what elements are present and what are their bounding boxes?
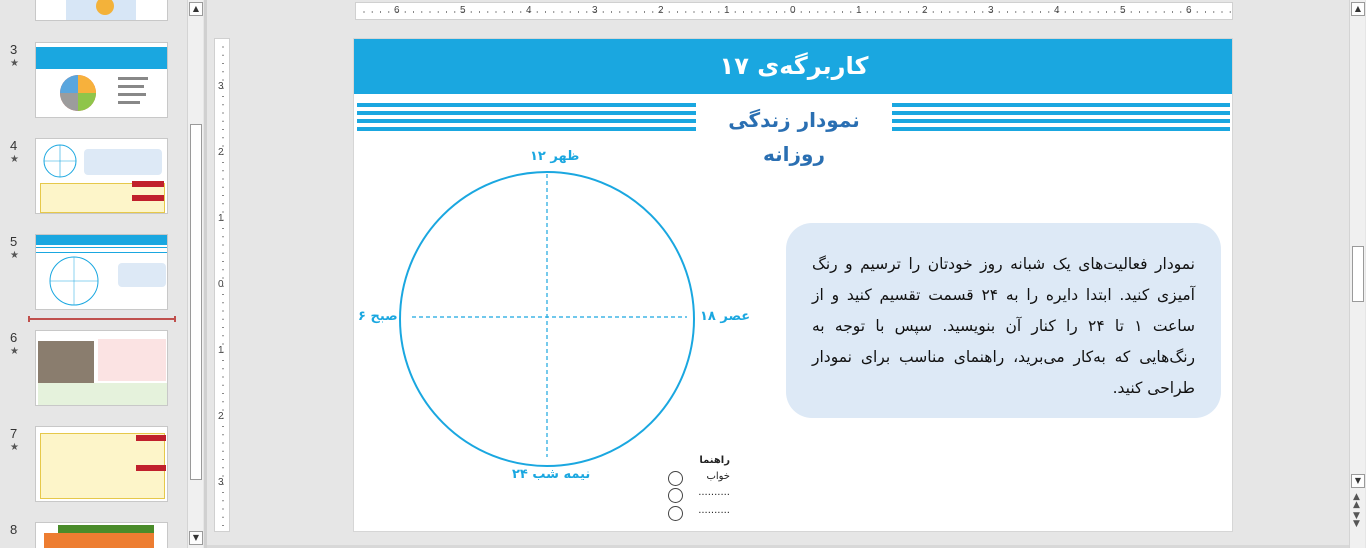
thumbnail-number: 5 [10, 234, 18, 249]
animation-star-icon: ★ [10, 58, 19, 69]
ruler-label: 6 [1186, 5, 1192, 16]
thumbnail-preview [35, 42, 168, 118]
thumbnail-preview [35, 0, 168, 21]
label-midnight[interactable]: ۲۴ نیمه شب [512, 467, 591, 482]
legend-item-blank: .......... [698, 487, 730, 498]
legend-item-blank: .......... [698, 505, 730, 516]
scroll-up-arrow-icon[interactable]: ▲ [189, 2, 203, 16]
label-6pm[interactable]: ۱۸ عصر [700, 309, 751, 324]
legend-title: راهنما [699, 455, 730, 466]
vertical-ruler[interactable] [214, 38, 230, 532]
thumbnail-preview [35, 330, 168, 406]
ruler-label: 3 [218, 81, 224, 92]
ruler-label: 2 [922, 5, 928, 16]
animation-star-icon: ★ [10, 154, 19, 165]
editor-scrollbar[interactable] [1349, 0, 1365, 548]
slide-thumbnail-pane [0, 0, 186, 548]
ruler-label: 3 [988, 5, 994, 16]
thumbnail-number: 6 [10, 330, 18, 345]
ruler-label: 4 [1054, 5, 1060, 16]
ruler-label: 5 [460, 5, 466, 16]
thumbnail-number: 3 [10, 42, 18, 57]
slide-subtitle[interactable]: نمودار زندگی روزانه [728, 108, 860, 166]
legend-box[interactable] [660, 455, 730, 525]
ruler-label: 4 [526, 5, 532, 16]
thumbnail-number: 8 [10, 522, 18, 537]
thumbnail-number: 4 [10, 138, 18, 153]
legend-item-sleep: خواب [706, 471, 730, 482]
instruction-text: نمودار فعالیت‌های یک شبانه روز خودتان را ترسیم و رنگ آمیزی کنید. ابتدا دایره را به ۲۴ قسمت تقسیم کنید و از ساعت ۱ تا ۲۴ را کنار آن بنویسید. سپس با توجه به رنگ‌هایی که به‌کار می‌برید، راهنمای مناسب برای نمودار طراحی کنید. [812, 255, 1196, 397]
ruler-label: 2 [218, 147, 224, 158]
scroll-up-arrow-icon[interactable]: ▲ [1351, 2, 1365, 16]
insertion-marker [28, 318, 176, 320]
pane-splitter[interactable] [204, 0, 207, 548]
previous-slide-icon[interactable]: ▲ ▲ [1353, 492, 1360, 510]
label-noon[interactable]: ۱۲ ظهر [530, 149, 580, 164]
animation-star-icon: ★ [10, 442, 19, 453]
thumbnail-preview [35, 426, 168, 502]
animation-star-icon: ★ [10, 346, 19, 357]
ruler-label: 1 [218, 213, 224, 224]
legend-circle [668, 506, 683, 521]
slide-title[interactable]: کاربرگه‌ی ۱۷ [354, 39, 1233, 94]
scroll-thumb[interactable] [1352, 246, 1364, 302]
ruler-label: 1 [218, 345, 224, 356]
ruler-label: 1 [724, 5, 730, 16]
thumbnail-preview [35, 522, 168, 548]
thumbnail-scrollbar[interactable] [187, 0, 203, 548]
scroll-down-arrow-icon[interactable]: ▼ [189, 531, 203, 545]
ruler-label: 1 [856, 5, 862, 16]
horizontal-ruler[interactable] [355, 2, 1233, 20]
legend-circle [668, 488, 683, 503]
ruler-label: 0 [790, 5, 796, 16]
ruler-label: 3 [218, 477, 224, 488]
instruction-text-box[interactable] [786, 223, 1221, 418]
animation-star-icon: ★ [10, 250, 19, 261]
slide-canvas[interactable] [353, 38, 1233, 532]
legend-circle [668, 471, 683, 486]
scroll-down-arrow-icon[interactable]: ▼ [1351, 474, 1365, 488]
ruler-label: 3 [592, 5, 598, 16]
next-slide-icon[interactable]: ▼ ▼ [1353, 511, 1360, 529]
label-6am[interactable]: ۶ صبح [358, 309, 398, 324]
ruler-label: 2 [658, 5, 664, 16]
ruler-label: 2 [218, 411, 224, 422]
thumbnail-number: 7 [10, 426, 18, 441]
thumbnail-preview [35, 234, 168, 310]
thumbnail-preview [35, 138, 168, 214]
ruler-label: 6 [394, 5, 400, 16]
ruler-label: 0 [218, 279, 224, 290]
ruler-label: 5 [1120, 5, 1126, 16]
scroll-thumb[interactable] [190, 124, 202, 480]
